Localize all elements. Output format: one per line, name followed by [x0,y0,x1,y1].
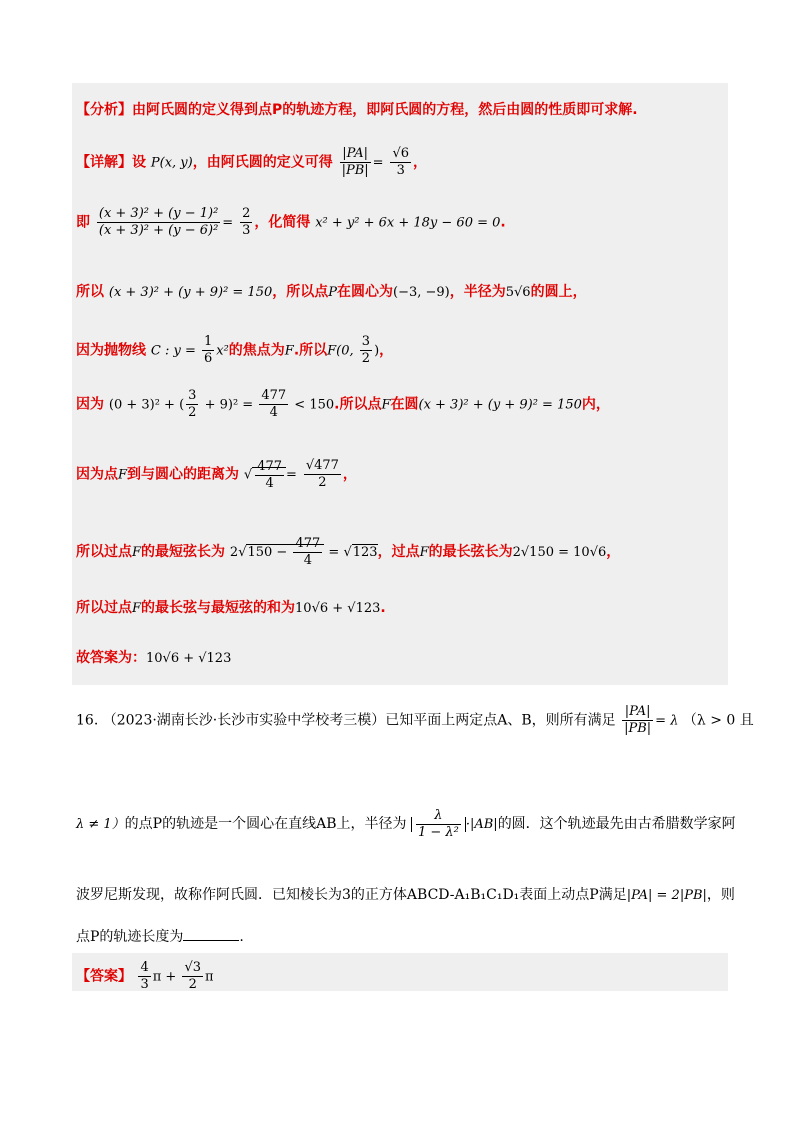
sqrt-frac-den: 4 [265,475,274,491]
detail-l4-mid2: .所以 [293,342,328,359]
focus-f: F [132,545,142,560]
circle-ratio-den: (x + 3)² + (y − 6)² [98,223,219,238]
question-line-2 [76,808,736,841]
ratio-fraction [340,146,371,179]
shortest-chord-value: 123 [352,545,378,560]
shortest-chord-inner: 150 − [247,545,292,560]
detail-l1-prefix: 设 [132,154,146,171]
answer-blank [183,926,239,941]
ratio-num: |PA| [340,146,371,163]
apollonius-ratio-eq: = λ [655,713,679,729]
radius-num: λ [416,808,461,825]
circle-ratio-num: (x + 3)² + (y − 1)² [98,206,219,221]
focus-y-frac [360,334,372,367]
question-l2-end: 的圆．这个轨迹最先由古希腊数学家阿 [497,816,736,832]
detail-l4-mid: 的焦点为 [228,342,285,359]
shortest-chord-eq: = [324,545,344,560]
detail-l7-prefix: 所以过点 [76,544,132,560]
distance-value [259,388,288,421]
distance-expr-a: (0 + 3)² + ( [108,397,185,413]
apollonius-ratio-den: |PB| [624,721,652,736]
focus-y-den: 2 [361,351,371,366]
answer-a-pi: π + [152,969,181,985]
answer-b-den: 2 [188,977,197,992]
detail-l7-mid2: ，过点 [377,544,420,560]
detail-line-1: 【详解】设 P(x, y)，由阿氏圆的定义可得 $\frac{|PA|}{|PB|}$ = $\frac{√6}{3}$ ， [76,146,427,178]
detail-l4-end: ， [379,342,394,359]
detail-l3-end: 的圆上， [530,284,587,300]
detail-l3-mid1: ，所以点 [272,284,329,300]
radius-frac [416,808,461,841]
distance-value-den: 4 [269,405,278,420]
detail-l3-mid2: 在圆心为 [337,284,393,300]
analysis-line [76,100,730,120]
question-l1-cond: （λ > 0 且 [682,712,754,729]
question-line-4 [76,926,730,948]
detail-l3-prefix: 所以 [76,284,104,300]
answer-line [76,960,730,993]
shortest-chord-frac-num: 477 [295,536,321,551]
detail-l5-prefix: 因为 [76,396,104,413]
distance-frac-num: 3 [188,388,197,403]
final-answer-label: 故答案为： [76,650,146,666]
detail-label: 【详解】 [76,154,132,171]
question-l2-text: 的点P的轨迹是一个圆心在直线AB上，半径为 [124,816,407,832]
answer-a-den: 3 [140,977,149,992]
focus-f: F [284,343,294,359]
detail-l5-mid2: 在圆 [390,396,419,413]
circle-radius: 5√6 [505,285,531,300]
question-l4-end: . [239,929,244,945]
question-l2-cond: λ ≠ 1） [76,817,125,832]
circle-center: (−3, −9) [393,285,450,300]
detail-l2-prefix: 即 [76,214,90,231]
answer-frac-b [182,960,203,993]
chord-sum: 10√6 + √123 [295,601,381,616]
detail-l1-end: ， [413,154,427,171]
detail-line-7: 所以过点F的最短弦长为 2√150 − $\frac{477}{4}$ = √123，过点F的最长弦长为2√150 = 10√6， [76,536,621,568]
question-line-3 [76,884,735,907]
answer-label: 【答案】 [76,968,132,985]
point-p: P(x, y) [150,155,193,171]
detail-line-9 [76,648,730,669]
apollonius-ratio-num: |PA| [622,704,653,721]
answer-frac-a [138,960,150,993]
detail-l3-mid3: ，半径为 [449,284,506,300]
detail-l6-prefix: 因为点 [76,466,118,483]
distance-value-num: 477 [261,388,287,403]
analysis-text: 由阿氏圆的定义得到点P的轨迹方程，即阿氏圆的方程，然后由圆的性质即可求解. [132,102,638,118]
ratio-value-den: 3 [396,163,405,178]
question-l1-text: 已知平面上两定点A、B，则所有满足 [385,712,616,729]
radius-tail: ·|AB| [465,817,498,832]
distance-expr-b: + 9)² = [200,397,258,413]
detail-l2-end: . [500,214,506,231]
longest-chord: 2√150 = 10√6 [512,545,607,560]
circle-ratio-fraction [97,206,220,239]
ratio-den: |PB| [341,163,369,178]
circle-equation: (x + 3)² + (y + 9)² = 150 [418,397,582,413]
detail-l7-end: ， [606,544,621,560]
focus-f: F [132,601,142,616]
parabola-lhs: C : y = [150,343,200,359]
question-condition: |PA| = 2|PB| [626,888,707,903]
shortest-chord-coef: 2 [229,545,239,560]
analysis-label: 【分析】 [76,102,132,118]
detail-l8-prefix: 所以过点 [76,600,132,616]
coef-den: 6 [203,351,213,366]
detail-line-8 [76,598,730,619]
circle-equation: (x + 3)² + (y + 9)² = 150 [108,285,273,300]
focus-coord-pre: F(0, [327,343,358,359]
answer-b-pi: π [205,969,214,985]
distance-expr-c: < 150 [290,397,335,413]
two-thirds-num: 2 [242,206,251,221]
focus-y-num: 3 [361,334,371,349]
focus-coord-post: ) [374,343,380,359]
question-source: （2023·湖南长沙·长沙市实验中学校考三模） [102,712,386,729]
parabola-coef [202,334,214,367]
detail-l7-mid: 的最短弦长为 [141,544,226,560]
question-l4-text: 点P的轨迹长度为 [76,929,184,945]
focus-f: F [381,397,391,413]
two-thirds-den: 3 [242,223,251,238]
shortest-chord-frac-den: 4 [303,553,313,568]
detail-line-2: 即 $\frac{\text{(x + 3)² + (y − 1)²}}{\text{(x + 3)² + (y − 6)²}}$ = $\frac{2}{3}$ ，化简得 x² + y² + 6x + 18y − 60 = 0. [76,206,506,238]
ratio-value-num: √6 [392,146,409,161]
detail-l5-end: 内， [581,396,610,413]
parabola-x-squared: x² [216,343,229,359]
detail-l8-end: . [380,600,386,616]
answer-b-num: √3 [184,960,201,975]
simplified-equation: x² + y² + 6x + 18y − 60 = 0 [315,215,501,231]
radius-den: 1 − λ² [417,825,459,840]
coef-num: 1 [203,334,213,349]
answer-a-num: 4 [140,960,149,975]
sqrt-frac-num: 477 [257,458,283,474]
distance-result-num: √477 [305,458,339,473]
shortest-chord-frac [293,536,322,569]
detail-l6-mid: 到与圆心的距离为 [127,466,240,483]
detail-l7-mid3: 的最长弦长为 [428,544,513,560]
detail-l8-mid: 的最长弦与最短弦的和为 [141,600,296,616]
two-thirds [240,206,252,239]
ratio-value [390,146,411,179]
detail-l6-end: ， [342,466,357,483]
question-line-1 [76,704,754,737]
detail-line-5 [76,388,730,421]
question-l3-end: ，则 [706,887,735,903]
apollonius-ratio [622,704,653,737]
distance-frac [186,388,198,421]
final-answer-value: 10√6 + √123 [146,651,232,666]
question-number: 16. [76,712,99,729]
focus-f: F [419,545,429,560]
detail-line-4 [76,334,730,367]
detail-line-6: 因为点F到与圆心的距离为 √ $\frac{477}{4}$ = $\frac{√477}{2}$ ， [76,458,357,491]
detail-l2-mid: ，化简得 [254,214,311,231]
distance-result-den: 2 [318,475,327,490]
point-p: P [328,285,337,300]
detail-l1-mid: ，由阿氏圆的定义可得 [192,154,333,171]
detail-l4-prefix: 因为抛物线 [76,342,146,359]
distance-result [304,458,341,491]
sqrt-frac [255,459,284,492]
focus-f: F [118,467,128,483]
distance-frac-den: 2 [188,405,197,420]
detail-l5-mid: .所以点 [334,396,382,413]
question-l3-text: 波罗尼斯发现，故称作阿氏圆．已知棱长为3的正方体ABCD-A₁B₁C₁D₁表面上动点P满足 [76,887,627,903]
detail-line-3 [76,282,730,303]
